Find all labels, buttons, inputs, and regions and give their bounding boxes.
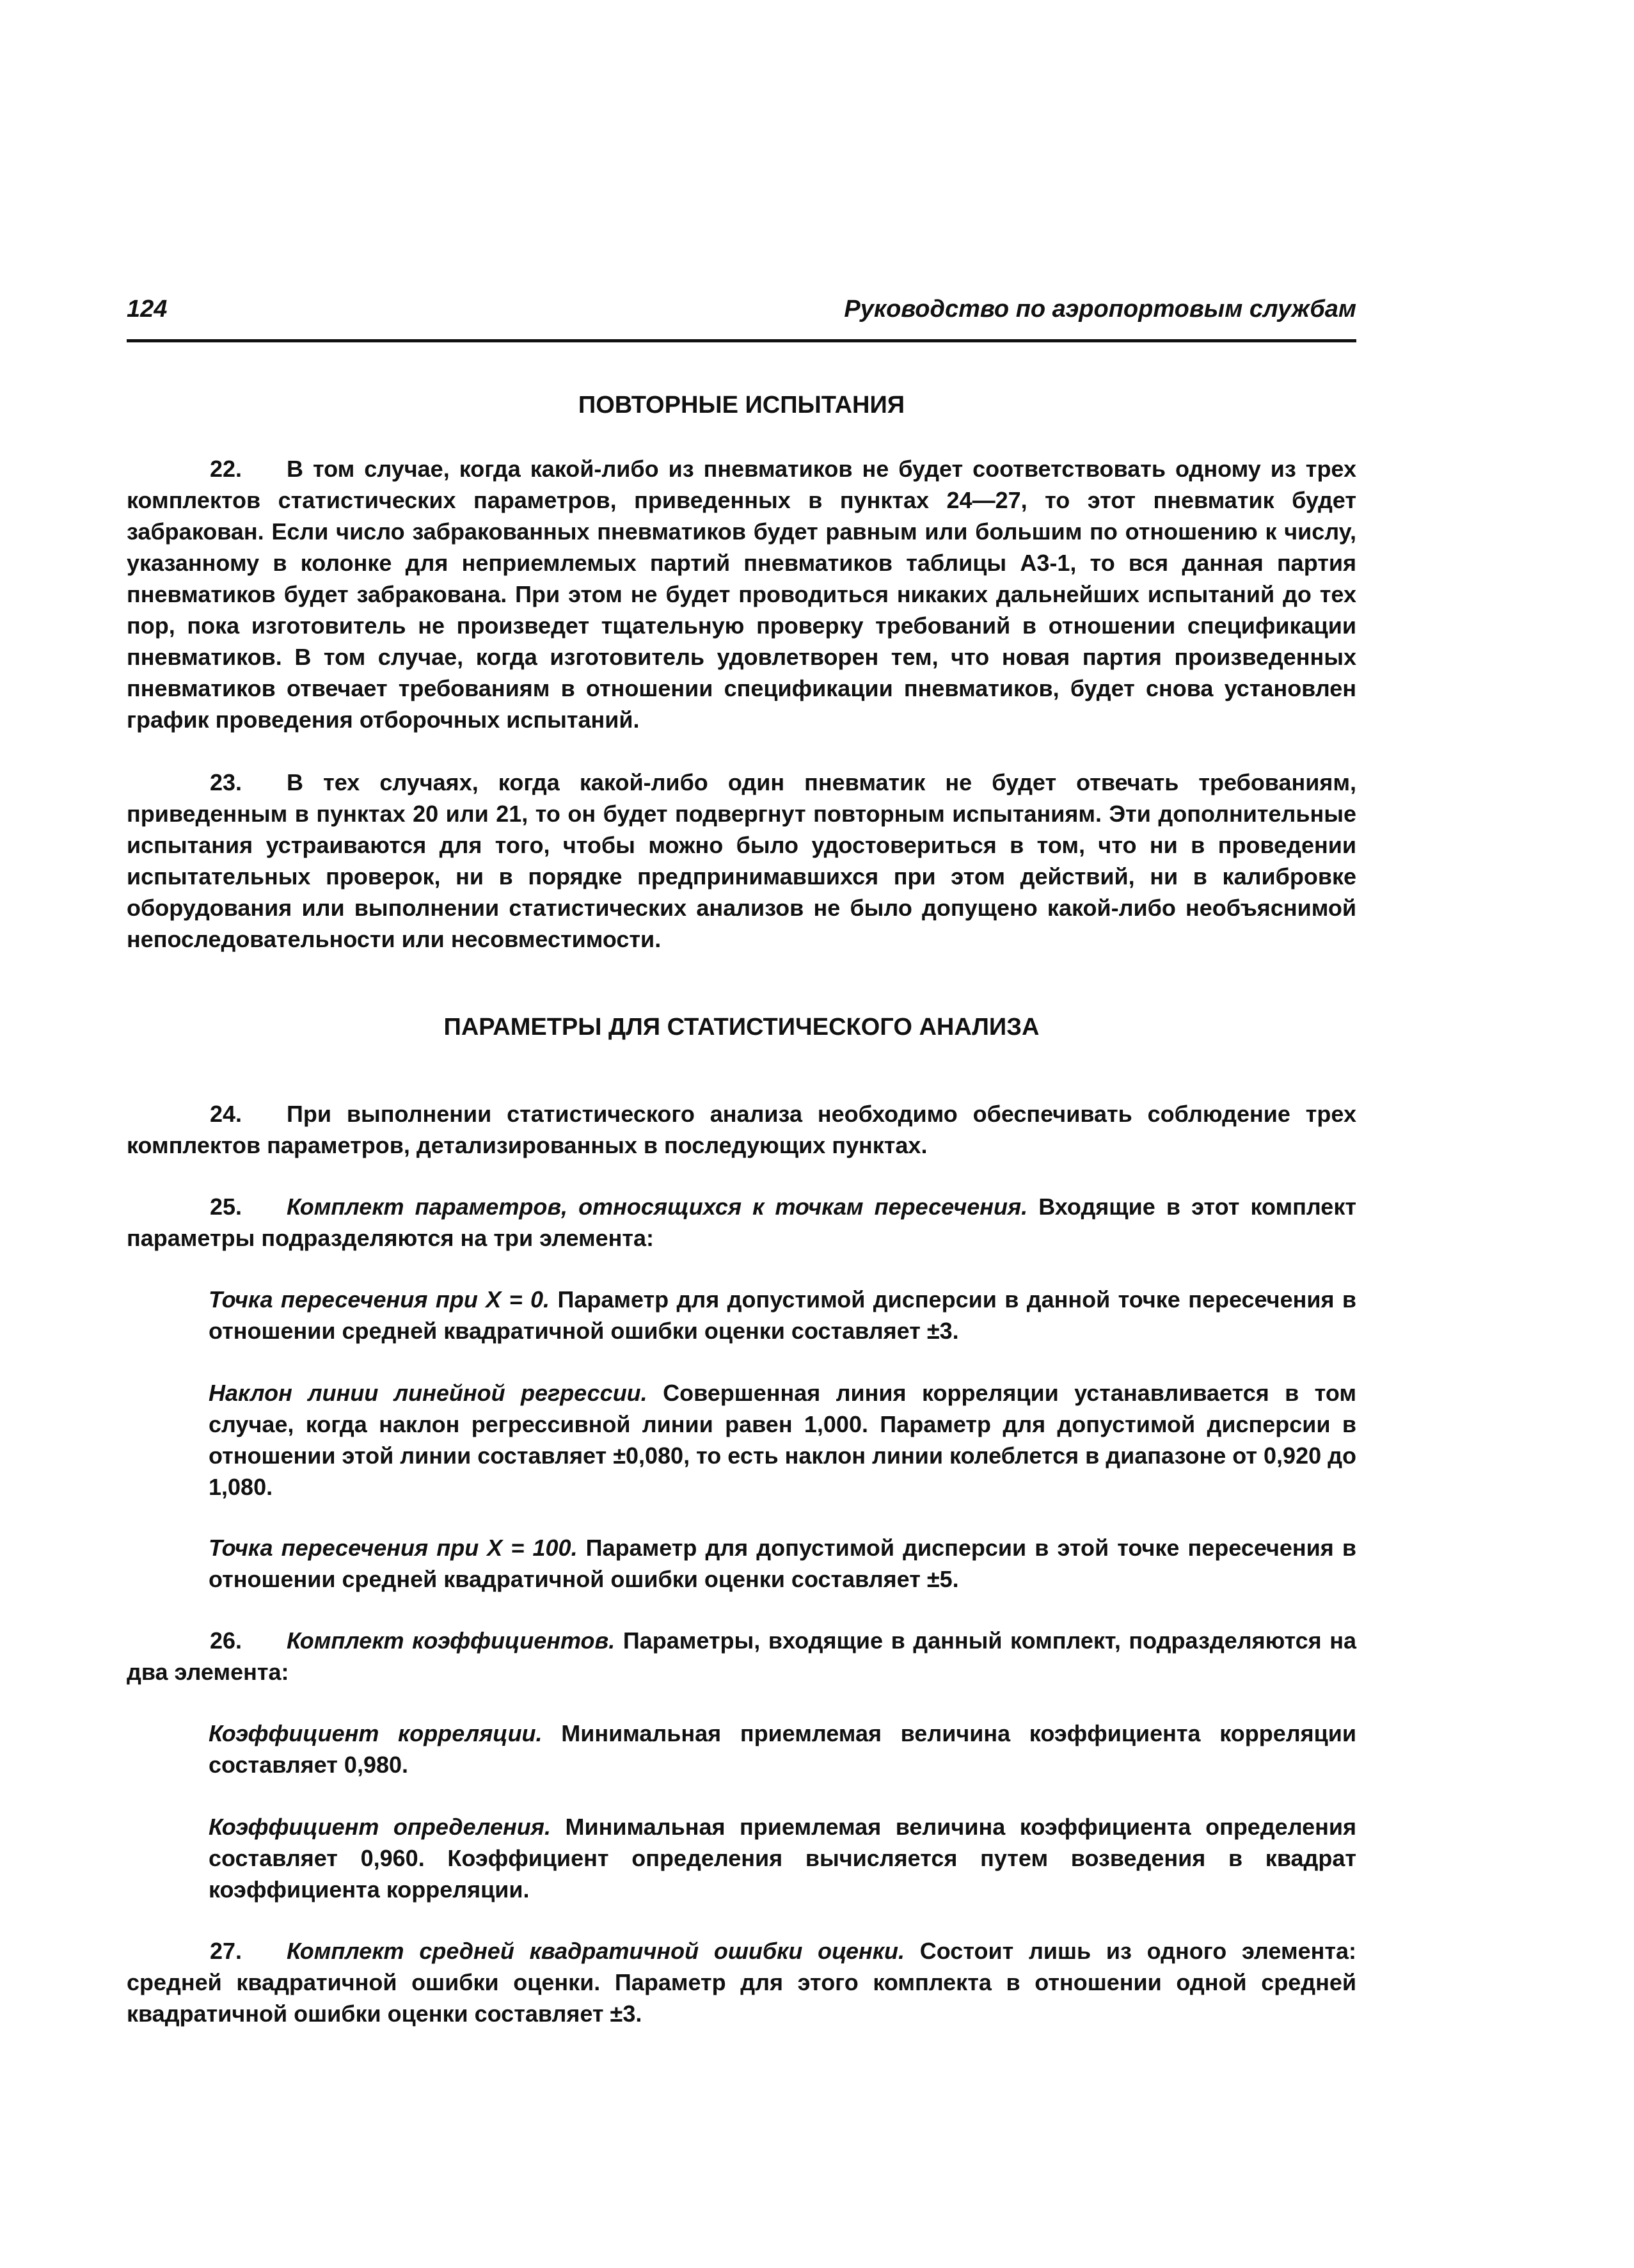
paragraph-23 (127, 767, 1356, 955)
paragraph-title: Комплект средней квадратичной ошибки оценки. (287, 1938, 905, 1964)
paragraph-22 (127, 453, 1356, 735)
item-title: Наклон линии линейной регрессии. (209, 1380, 647, 1406)
paragraph-24 (127, 1098, 1356, 1161)
item-text: Минимальная приемлемая величина коэффициента определения составляет 0,960. Коэффициент определения вычисляется путем возведения в квадрат коэффициента корреляции. (209, 1814, 1356, 1903)
paragraph-title: Комплект коэффициентов. (287, 1627, 615, 1654)
item-text: Совершенная линия корреляции устанавливается в том случае, когда наклон регрессивной линии равен 1,000. Параметр для допустимой дисперсии в отношении этой линии составляет ±0,080, то есть наклон линии колеблется в диапазоне от 0,920 до 1,080. (209, 1380, 1356, 1500)
paragraph-text: В тех случаях, когда какой-либо один пневматик не будет отвечать требованиям, приведенным в пунктах 20 или 21, то он будет подвергнут повторным испытаниям. Эти дополнительные испытания устраиваются для того, чтобы можно было удостовериться в том, что ни в проведении испытательных проверок, ни в порядке предпринимавшихся при этом действий, ни в калибровке оборудования или выполнении статистических анализов не было допущено какой-либо необъяснимой непоследовательности или несовместимости. (127, 769, 1356, 952)
section-heading-retests: ПОВТОРНЫЕ ИСПЫТАНИЯ (578, 392, 905, 419)
paragraph-number: 25. (210, 1194, 242, 1220)
item-correlation-coefficient (209, 1718, 1356, 1780)
paragraph-text: При выполнении статистического анализа необходимо обеспечивать соблюдение трех комплектов параметров, детализированных в последующих пунктах. (127, 1101, 1356, 1158)
paragraph-title: Комплект параметров, относящихся к точкам пересечения. (287, 1194, 1028, 1220)
item-text: Параметр для допустимой дисперсии в данной точке пересечения в отношении средней квадратичной ошибки оценки составляет ±3. (209, 1286, 1356, 1344)
item-regression-slope (209, 1377, 1356, 1503)
paragraph-text: Входящие в этот комплект параметры подразделяются на три элемента: (127, 1194, 1356, 1251)
item-determination-coefficient (209, 1811, 1356, 1905)
paragraph-27 (127, 1935, 1356, 2029)
page-number: 124 (127, 296, 168, 323)
paragraph-text: Параметры, входящие в данный комплект, подразделяются на два элемента: (127, 1627, 1356, 1685)
paragraph-25 (127, 1191, 1356, 1254)
paragraph-number: 23. (210, 769, 242, 795)
item-intercept-x100 (209, 1532, 1356, 1595)
paragraph-number: 22. (210, 456, 242, 482)
page-header (127, 296, 1356, 342)
paragraph-number: 26. (210, 1627, 242, 1654)
paragraph-number: 27. (210, 1938, 242, 1964)
item-title: Коэффициент определения. (209, 1814, 551, 1840)
header-rule (127, 339, 1356, 342)
paragraph-text: Состоит лишь из одного элемента: средней квадратичной ошибки оценки. Параметр для этого комплекта в отношении одной средней квадратичной ошибки оценки составляет ±3. (127, 1938, 1357, 2027)
item-title: Точка пересечения при X = 100. (209, 1535, 578, 1561)
paragraph-number: 24. (210, 1101, 242, 1127)
paragraph-text: В том случае, когда какой-либо из пневматиков не будет соответствовать одному из трех комплектов статистических параметров, приведенных в пунктах 24—27, то этот пневматик будет забракован. Если число забракованных пневматиков будет равным или большим по отношению к числу, указанному в колонке для неприемлемых партий пневматиков таблицы А3-1, то вся данная партия пневматиков будет забракована. При этом не будет проводиться никаких дальнейших испытаний до тех пор, пока изготовитель не произведет тщательную проверку требований в отношении спецификации пневматиков. В том случае, когда изготовитель удовлетворен тем, что новая партия произведенных пневматиков отвечает требованиям в отношении спецификации пневматиков, будет снова установлен график проведения отборочных испытаний. (127, 456, 1356, 733)
paragraph-26 (127, 1625, 1356, 1688)
section-heading-statistical-parameters: ПАРАМЕТРЫ ДЛЯ СТАТИСТИЧЕСКОГО АНАЛИЗА (443, 1014, 1040, 1041)
running-title: Руководство по аэропортовым службам (844, 296, 1356, 323)
item-title: Коэффициент корреляции. (209, 1720, 543, 1746)
item-text: Параметр для допустимой дисперсии в этой точке пересечения в отношении средней квадратичной ошибки оценки составляет ±5. (209, 1535, 1356, 1592)
item-title: Точка пересечения при X = 0. (209, 1286, 550, 1313)
item-text: Минимальная приемлемая величина коэффициента корреляции составляет 0,980. (209, 1720, 1356, 1778)
item-intercept-x0 (209, 1284, 1356, 1346)
